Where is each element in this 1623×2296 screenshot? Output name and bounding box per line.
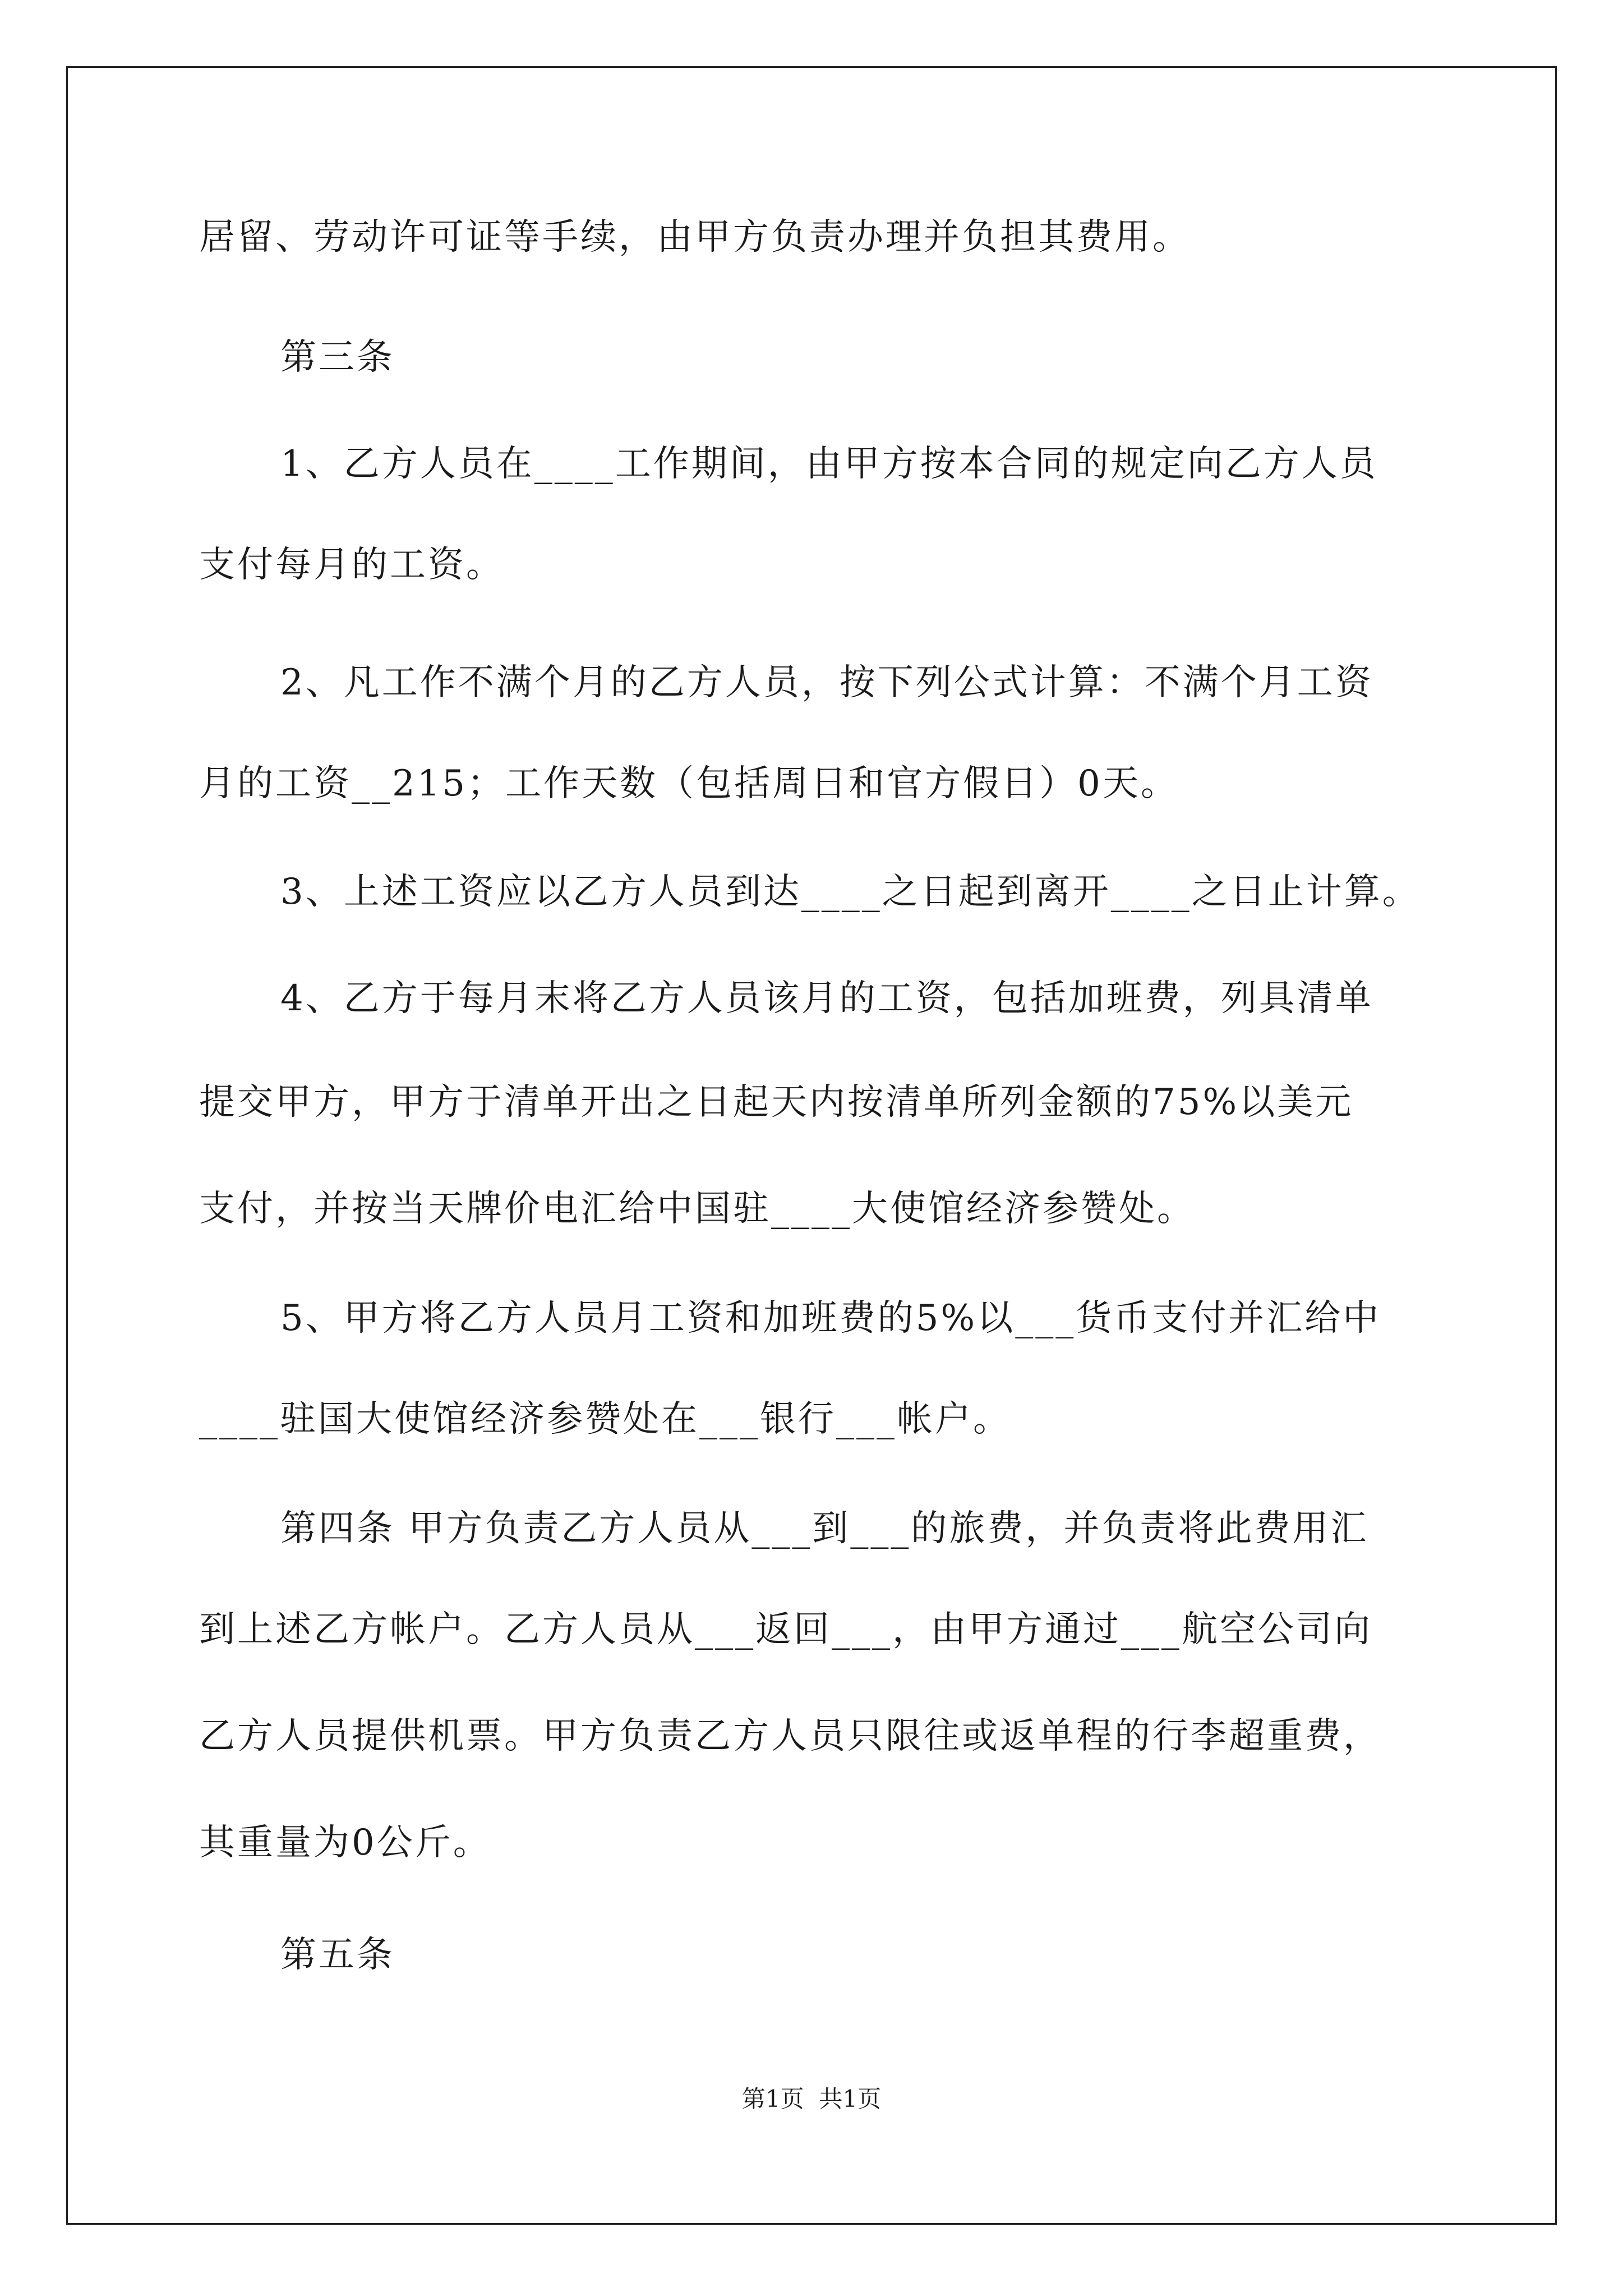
body-text-line: 支付，并按当天牌价电汇给中国驻____大使馆经济参赞处。 [199,1188,1195,1230]
section-heading: 第四条 甲方负责乙方人员从___到___的旅费，并负责将此费用汇 [280,1508,1369,1549]
body-text-line: 4、乙方于每月末将乙方人员该月的工资，包括加班费，列具清单 [280,978,1373,1019]
body-text-line: 到上述乙方帐户。乙方人员从___返回___，由甲方通过___航空公司向 [199,1609,1372,1650]
body-text-line: 2、凡工作不满个月的乙方人员，按下列公式计算：不满个月工资 [280,662,1373,703]
body-text-line: 其重量为0公斤。 [199,1822,491,1864]
body-text-line: ____驻国大使馆经济参赞处在___银行___帐户。 [199,1398,1011,1440]
page-border [66,66,1557,2225]
body-text-line: 乙方人员提供机票。甲方负责乙方人员只限往或返单程的行李超重费， [199,1715,1381,1757]
section-heading: 第五条 [280,1934,395,1976]
body-text-line: 支付每月的工资。 [199,544,504,586]
body-text-line: 提交甲方，甲方于清单开出之日起天内按清单所列金额的75%以美元 [199,1082,1354,1123]
body-text-line: 5、甲方将乙方人员月工资和加班费的5%以___货币支付并汇给中 [280,1297,1381,1339]
body-text-line: 居留、劳动许可证等手续，由甲方负责办理并负担其费用。 [199,217,1191,258]
body-text-line: 3、上述工资应以乙方人员到达____之日起到离开____之日止计算。 [280,871,1421,913]
section-heading: 第三条 [280,337,395,378]
page-footer: 第1页 共1页 [741,2085,882,2113]
body-text-line: 1、乙方人员在____工作期间，由甲方按本合同的规定向乙方人员 [280,443,1378,485]
body-text-line: 月的工资__215；工作天数（包括周日和官方假日）0天。 [199,763,1179,804]
